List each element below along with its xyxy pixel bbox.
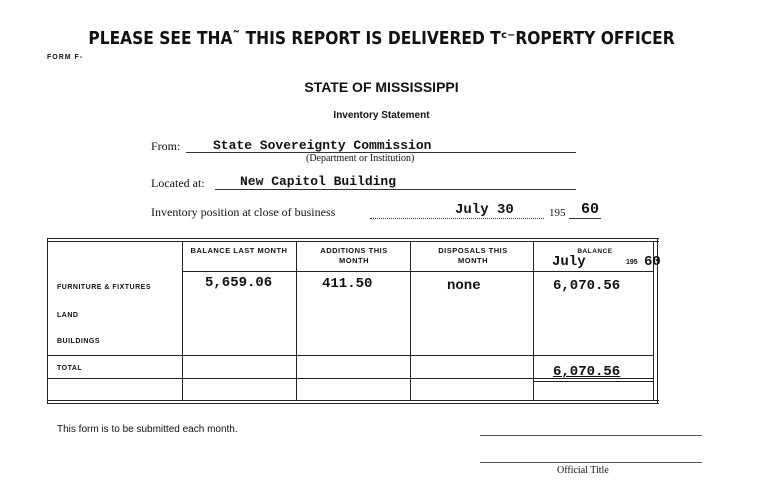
col-divider-3: [410, 241, 411, 400]
official-title-label: Official Title: [557, 465, 609, 476]
col-header-balance: BALANCE: [577, 248, 613, 255]
delivery-notice: PLEASE SEE THA˜ THIS REPORT IS DELIVERED Tᶜ⁻ROPERTY OFFICER: [88, 28, 675, 49]
table-top-border-inner: [47, 241, 659, 242]
total-double-underline: [533, 381, 653, 382]
position-label: Inventory position at close of business: [151, 205, 336, 219]
balance-month: July: [552, 254, 586, 270]
row-label-land: LAND: [57, 312, 79, 319]
from-label: From:: [151, 139, 181, 153]
table-bottom-border-inner: [47, 403, 659, 404]
furniture-balance: 6,070.56: [553, 278, 621, 294]
col-header-additions: ADDITIONS THIS MONTH: [320, 246, 388, 265]
year-prefix: 195: [549, 207, 566, 219]
year-value: 60: [581, 201, 600, 218]
table-top-border: [47, 238, 659, 239]
from-caption: (Department or Institution): [306, 153, 415, 164]
col-header-balance-last-month: BALANCE LAST MONTH: [190, 246, 288, 255]
balance-year: 60: [644, 254, 661, 270]
submission-note: This form is to be submitted each month.: [57, 424, 238, 435]
row-label-furniture: FURNITURE & FIXTURES: [57, 284, 151, 291]
col-divider-4: [533, 241, 534, 400]
form-number: FORM F-: [47, 54, 84, 61]
located-label: Located at:: [151, 176, 205, 190]
year-underline: [569, 218, 601, 219]
located-value: New Capitol Building: [240, 174, 397, 189]
col-header-disposals: DISPOSALS THIS MONTH: [438, 246, 508, 265]
located-underline: [215, 189, 576, 190]
table-bottom-border: [47, 400, 659, 401]
row-separator-buildings: [47, 355, 653, 356]
title-line: [480, 462, 702, 463]
furniture-additions: 411.50: [322, 276, 373, 292]
total-balance: 6,070.56: [553, 364, 621, 380]
date-underline: [370, 218, 544, 219]
row-label-buildings: BUILDINGS: [57, 338, 100, 345]
balance-year-prefix: 195: [626, 259, 638, 266]
furniture-last-month: 5,659.06: [205, 275, 273, 291]
header-underline: [182, 271, 653, 272]
signature-line: [480, 435, 702, 436]
statement-title: Inventory Statement: [333, 110, 430, 121]
table-left-border: [47, 238, 48, 404]
row-label-total: TOTAL: [57, 365, 83, 372]
col-divider-1: [182, 241, 183, 400]
state-title: STATE OF MISSISSIPPI: [304, 79, 459, 95]
date-value: July 30: [455, 202, 514, 218]
col-divider-2: [296, 241, 297, 400]
furniture-disposals: none: [447, 278, 481, 294]
from-value: State Sovereignty Commission: [213, 138, 432, 153]
